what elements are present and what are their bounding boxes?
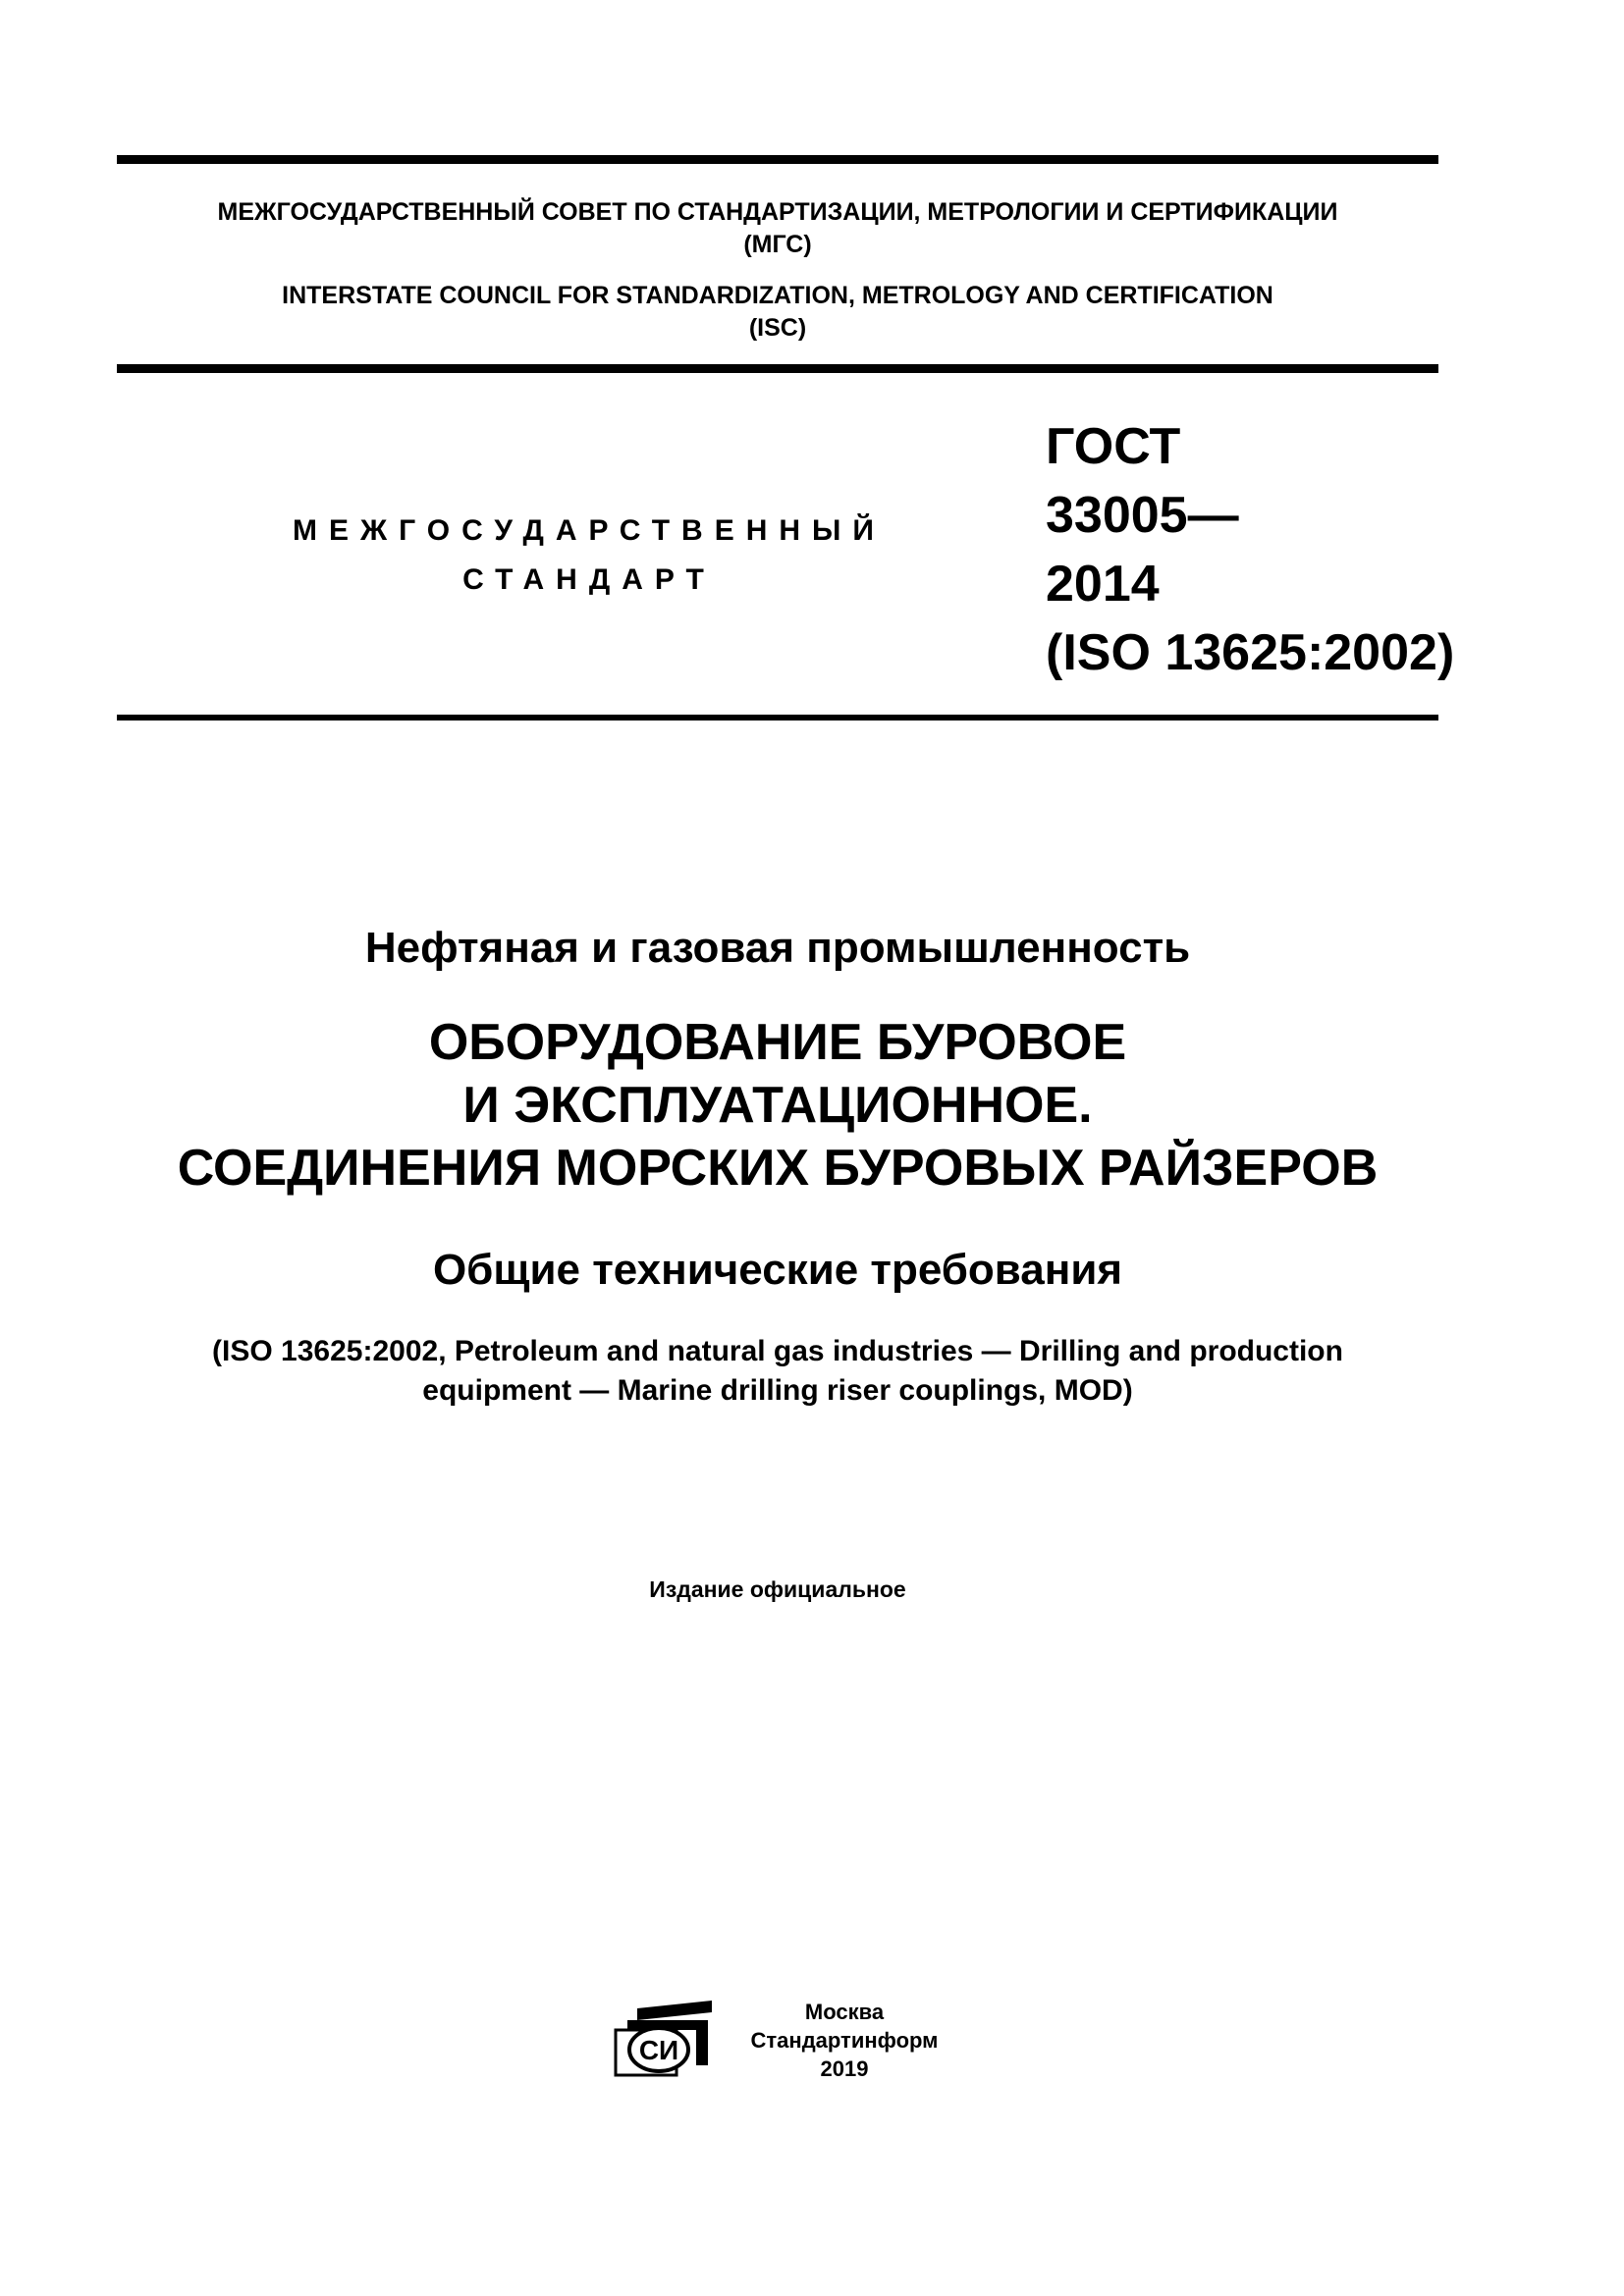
standard-type (226, 507, 952, 605)
iso-full-reference-line2: equipment — Marine drilling riser couplings, MOD) (422, 1374, 1133, 1407)
standartinform-logo-icon (614, 2001, 712, 2079)
council-abbr-en: (ISC) (748, 314, 807, 342)
publisher-block (727, 1998, 962, 2083)
industry-title: Нефтяная и газовая промышленность (364, 924, 1191, 972)
council-name-en: INTERSTATE COUNCIL FOR STANDARDIZATION, METROLOGY AND CERTIFICATION (282, 282, 1273, 309)
standard-type-line2: СТАНДАРТ (462, 563, 716, 596)
logo-text: СИ (638, 2035, 679, 2065)
main-title-line1: ОБОРУДОВАНИЕ БУРОВОЕ (428, 1014, 1127, 1071)
council-header (117, 196, 1438, 345)
council-abbr-ru: (МГС) (743, 231, 812, 258)
iso-full-reference-line1: (ISO 13625:2002, Petroleum and natural gas industries — Drilling and production (212, 1335, 1343, 1367)
document-subtitle: Общие технические требования (432, 1246, 1123, 1294)
main-title-line2: И ЭКСПЛУАТАЦИОННОЕ. (462, 1077, 1093, 1134)
iso-reference: (ISO 13625:2002) (1046, 624, 1455, 681)
header-bottom-rule (117, 364, 1438, 373)
standard-designation (1046, 412, 1454, 687)
publisher-city: Москва (804, 2000, 885, 2024)
main-title-line3: СОЕДИНЕНИЯ МОРСКИХ БУРОВЫХ РАЙЗЕРОВ (177, 1140, 1379, 1197)
gost-year: 2014 (1046, 556, 1160, 613)
gost-label: ГОСТ (1046, 418, 1181, 475)
top-rule (117, 155, 1438, 164)
council-name-ru: МЕЖГОСУДАРСТВЕННЫЙ СОВЕТ ПО СТАНДАРТИЗАЦИИ, МЕТРОЛОГИИ И СЕРТИФИКАЦИИ (217, 198, 1338, 226)
document-main-title (117, 1011, 1438, 1200)
publisher-year: 2019 (820, 2056, 869, 2081)
gost-number: 33005— (1046, 487, 1239, 544)
publisher-name: Стандартинформ (750, 2028, 939, 2053)
standard-type-line1: МЕЖГОСУДАРСТВЕННЫЙ (293, 514, 886, 547)
edition-label: Издание официальное (649, 1576, 906, 1602)
iso-full-reference (117, 1332, 1438, 1411)
designation-bottom-rule (117, 715, 1438, 721)
